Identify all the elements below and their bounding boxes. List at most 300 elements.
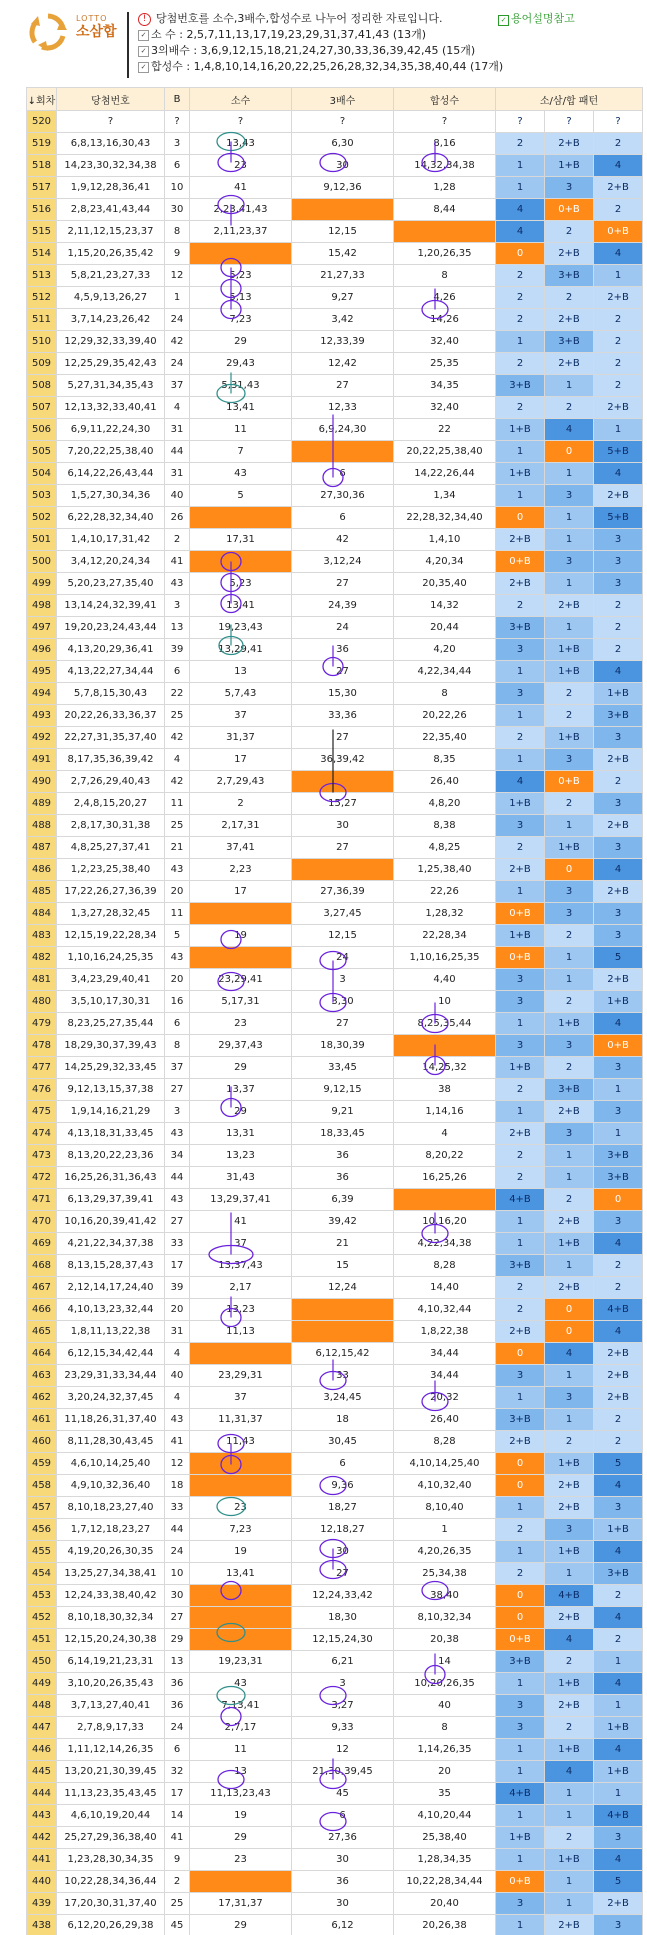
table-row (27, 1519, 643, 1541)
pattern-composite-cell: 4 (594, 1607, 643, 1629)
composite-cell: 4,22,34,44 (394, 661, 496, 683)
table-row (27, 1189, 643, 1211)
pattern-multiple-cell: 2+B (545, 1497, 594, 1519)
composite-cell: 26,40 (394, 1409, 496, 1431)
table-row (27, 1783, 643, 1805)
prime-cell: 29,43 (190, 353, 292, 375)
pattern-prime-cell: 0 (496, 243, 545, 265)
pattern-multiple-cell: 3 (545, 903, 594, 925)
round-cell: 468 (27, 1255, 57, 1277)
pattern-composite-cell: 2+B (594, 485, 643, 507)
multiple-of-3-cell: 33,45 (292, 1057, 394, 1079)
winning-numbers-cell: 4,6,10,14,25,40 (57, 1453, 165, 1475)
winning-numbers-cell: ? (57, 111, 165, 133)
prime-cell: 23,29,41 (190, 969, 292, 991)
pattern-multiple-cell: 1 (545, 1893, 594, 1915)
prime-cell: 7,13,41 (190, 1695, 292, 1717)
multiple-of-3-cell: 27 (292, 573, 394, 595)
prime-cell: 11,13 (190, 1321, 292, 1343)
round-cell: 488 (27, 815, 57, 837)
pattern-composite-cell: ? (594, 111, 643, 133)
pattern-prime-cell: 3 (496, 991, 545, 1013)
glossary-link[interactable] (498, 10, 575, 26)
multiple-of-3-cell: 9,36 (292, 1475, 394, 1497)
winning-numbers-cell: 6,13,29,37,39,41 (57, 1189, 165, 1211)
description-lines (138, 11, 503, 75)
pattern-multiple-cell: 2 (545, 1189, 594, 1211)
composite-cell: 8,38 (394, 815, 496, 837)
table-row (27, 1409, 643, 1431)
bonus-cell: 33 (165, 1497, 190, 1519)
winning-numbers-cell: 3,20,24,32,37,45 (57, 1387, 165, 1409)
prime-cell (190, 507, 292, 529)
multiple-of-3-cell: 15,27 (292, 793, 394, 815)
pattern-composite-cell: 2 (594, 309, 643, 331)
multiple-of-3-cell: 18,27 (292, 1497, 394, 1519)
prime-cell: 7,23 (190, 1519, 292, 1541)
bonus-cell: 10 (165, 1563, 190, 1585)
pattern-prime-cell: 1 (496, 1849, 545, 1871)
prime-cell: 29,37,43 (190, 1035, 292, 1057)
winning-numbers-cell: 2,4,8,15,20,27 (57, 793, 165, 815)
pattern-prime-cell: 2+B (496, 859, 545, 881)
winning-numbers-cell: 2,8,17,30,31,38 (57, 815, 165, 837)
composite-cell: 8,35 (394, 749, 496, 771)
pattern-composite-cell: 3 (594, 1101, 643, 1123)
pattern-composite-cell: 2 (594, 1255, 643, 1277)
winning-numbers-cell: 5,7,8,15,30,43 (57, 683, 165, 705)
pattern-multiple-cell: 0+B (545, 199, 594, 221)
multiple-of-3-cell (292, 1299, 394, 1321)
prime-cell: 13,31 (190, 1123, 292, 1145)
multiple-of-3-cell: 24,39 (292, 595, 394, 617)
pattern-multiple-cell: 3 (545, 1519, 594, 1541)
column-header-multiple-of-3: 3배수 (292, 88, 394, 111)
winning-numbers-cell: 19,20,23,24,43,44 (57, 617, 165, 639)
bonus-cell: 36 (165, 1695, 190, 1717)
pattern-prime-cell: 4+B (496, 1783, 545, 1805)
bonus-cell: 27 (165, 1607, 190, 1629)
logo-text (76, 14, 117, 41)
multiple-of-3-cell: 21,27,33 (292, 265, 394, 287)
composite-cell: 8,44 (394, 199, 496, 221)
winning-numbers-cell: 6,14,19,21,23,31 (57, 1651, 165, 1673)
prime-cell: 2 (190, 793, 292, 815)
winning-numbers-cell: 1,10,16,24,25,35 (57, 947, 165, 969)
winning-numbers-cell: 4,13,18,31,33,45 (57, 1123, 165, 1145)
pattern-composite-cell: 2 (594, 133, 643, 155)
pattern-multiple-cell: 1+B (545, 1849, 594, 1871)
round-cell: 440 (27, 1871, 57, 1893)
pattern-prime-cell: 4 (496, 221, 545, 243)
prime-cell: 29 (190, 331, 292, 353)
multiple-of-3-cell: 30 (292, 1893, 394, 1915)
round-cell: 493 (27, 705, 57, 727)
pattern-composite-cell: 1+B (594, 683, 643, 705)
pattern-multiple-cell: 2+B (545, 1475, 594, 1497)
table-row (27, 1497, 643, 1519)
composite-cell: 1,28,32 (394, 903, 496, 925)
pattern-prime-cell: 4 (496, 199, 545, 221)
pattern-multiple-cell: 3+B (545, 1079, 594, 1101)
pattern-prime-cell: 2 (496, 1563, 545, 1585)
table-row (27, 683, 643, 705)
winning-numbers-cell: 8,10,18,30,32,34 (57, 1607, 165, 1629)
composite-cell: 38,40 (394, 1585, 496, 1607)
bonus-cell: 13 (165, 617, 190, 639)
winning-numbers-cell: 1,2,23,25,38,40 (57, 859, 165, 881)
glossary-link-label[interactable]: 용어설명참고 (511, 12, 575, 25)
composite-cell: 20,38 (394, 1629, 496, 1651)
pattern-composite-cell: 0 (594, 1189, 643, 1211)
round-cell: 465 (27, 1321, 57, 1343)
winning-numbers-cell: 2,12,14,17,24,40 (57, 1277, 165, 1299)
round-cell: 446 (27, 1739, 57, 1761)
pattern-prime-cell: 1 (496, 1101, 545, 1123)
table-row (27, 463, 643, 485)
bonus-cell: 41 (165, 1827, 190, 1849)
pattern-prime-cell: 2 (496, 1079, 545, 1101)
table-row (27, 705, 643, 727)
multiple-of-3-cell: 12,24 (292, 1277, 394, 1299)
composite-cell: 10,22,28,34,44 (394, 1871, 496, 1893)
multiple-of-3-cell: 21,30,39,45 (292, 1761, 394, 1783)
pattern-multiple-cell: 1 (545, 969, 594, 991)
composite-cell: 14,32,34,38 (394, 155, 496, 177)
pattern-prime-cell: 2 (496, 309, 545, 331)
pattern-composite-cell: 3 (594, 529, 643, 551)
table-row (27, 397, 643, 419)
winning-numbers-cell: 8,10,18,23,27,40 (57, 1497, 165, 1519)
prime-cell: 7,23 (190, 309, 292, 331)
description-line-intro (138, 11, 503, 27)
table-row (27, 1563, 643, 1585)
table-header-row (27, 88, 643, 111)
round-cell: 482 (27, 947, 57, 969)
composite-cell: 10 (394, 991, 496, 1013)
prime-cell: 5 (190, 485, 292, 507)
pattern-composite-cell: 4 (594, 1541, 643, 1563)
table-row (27, 1585, 643, 1607)
pattern-multiple-cell: 3 (545, 551, 594, 573)
pattern-multiple-cell: 3+B (545, 331, 594, 353)
prime-cell: 5,23 (190, 573, 292, 595)
prime-cell: 5,7,43 (190, 683, 292, 705)
table-row (27, 551, 643, 573)
composite-cell: 8,10,40 (394, 1497, 496, 1519)
pattern-composite-cell: 1 (594, 1783, 643, 1805)
winning-numbers-cell: 12,15,20,24,30,38 (57, 1629, 165, 1651)
pattern-multiple-cell: 3 (545, 1123, 594, 1145)
column-header-round[interactable]: ↓회차 (27, 88, 57, 111)
pattern-multiple-cell: 3 (545, 177, 594, 199)
multiple-of-3-cell: 3,30 (292, 991, 394, 1013)
table-row (27, 1717, 643, 1739)
prime-cell (190, 1585, 292, 1607)
recycle-logo-icon (28, 12, 68, 52)
multiple-of-3-cell: 27 (292, 1563, 394, 1585)
composite-cell: 8,16 (394, 133, 496, 155)
table-row (27, 617, 643, 639)
pattern-composite-cell: 1 (594, 1123, 643, 1145)
bonus-cell: 20 (165, 1299, 190, 1321)
pattern-composite-cell: 5 (594, 947, 643, 969)
winning-numbers-cell: 12,29,32,33,39,40 (57, 331, 165, 353)
pattern-composite-cell: 2+B (594, 815, 643, 837)
round-cell: 489 (27, 793, 57, 815)
multiple-of-3-cell: 6,30 (292, 133, 394, 155)
table-row (27, 925, 643, 947)
table-row (27, 903, 643, 925)
bonus-cell: 42 (165, 331, 190, 353)
winning-numbers-cell: 6,14,22,26,43,44 (57, 463, 165, 485)
prime-cell: 29 (190, 1101, 292, 1123)
winning-numbers-cell: 13,20,21,30,39,45 (57, 1761, 165, 1783)
round-cell: 515 (27, 221, 57, 243)
prime-cell (190, 1453, 292, 1475)
composite-cell: 22,28,32,34,40 (394, 507, 496, 529)
composite-cell: 1,28 (394, 177, 496, 199)
winning-numbers-cell: 12,15,19,22,28,34 (57, 925, 165, 947)
round-cell: 486 (27, 859, 57, 881)
pattern-prime-cell: 1 (496, 1805, 545, 1827)
winning-numbers-cell: 12,24,33,38,40,42 (57, 1585, 165, 1607)
pattern-multiple-cell: 3+B (545, 265, 594, 287)
prime-cell: 17 (190, 749, 292, 771)
prime-cell: 31,43 (190, 1167, 292, 1189)
round-cell: 453 (27, 1585, 57, 1607)
pattern-composite-cell: 3+B (594, 1145, 643, 1167)
table-row (27, 837, 643, 859)
table-row (27, 331, 643, 353)
table-row (27, 727, 643, 749)
multiple-of-3-cell: 18,30 (292, 1607, 394, 1629)
composite-cell: 1,8,22,38 (394, 1321, 496, 1343)
prime-cell: 37 (190, 1233, 292, 1255)
composite-cell: 1,28,34,35 (394, 1849, 496, 1871)
bonus-cell: 2 (165, 1871, 190, 1893)
pattern-composite-cell: 2+B (594, 1365, 643, 1387)
multiple-of-3-cell: 33 (292, 1365, 394, 1387)
composite-cell: 1,4,10 (394, 529, 496, 551)
prime-cell: 5,17,31 (190, 991, 292, 1013)
composite-cell (394, 1189, 496, 1211)
pattern-composite-cell: 4 (594, 1673, 643, 1695)
prime-cell: 11,31,37 (190, 1409, 292, 1431)
prime-cell: 5,31,43 (190, 375, 292, 397)
composite-cell: 8 (394, 1717, 496, 1739)
bonus-cell: 11 (165, 903, 190, 925)
pattern-composite-cell: 3 (594, 551, 643, 573)
pattern-multiple-cell: 2 (545, 397, 594, 419)
composite-cell: 8,10,32,34 (394, 1607, 496, 1629)
description-line-multiple3 (138, 43, 503, 59)
table-row (27, 1277, 643, 1299)
composite-cell: 22 (394, 419, 496, 441)
pattern-prime-cell: 1+B (496, 925, 545, 947)
multiple-of-3-cell: 9,33 (292, 1717, 394, 1739)
bonus-cell: 8 (165, 221, 190, 243)
winning-numbers-cell: 3,4,23,29,40,41 (57, 969, 165, 991)
bonus-cell: 21 (165, 837, 190, 859)
table-row (27, 155, 643, 177)
multiple-of-3-cell: 9,27 (292, 287, 394, 309)
pattern-multiple-cell: 1+B (545, 661, 594, 683)
pattern-composite-cell: 2 (594, 595, 643, 617)
pattern-prime-cell: 1 (496, 1233, 545, 1255)
bonus-cell: 24 (165, 353, 190, 375)
bonus-cell: 4 (165, 397, 190, 419)
composite-cell: 10,16,20 (394, 1211, 496, 1233)
pattern-composite-cell: 4 (594, 1321, 643, 1343)
prime-cell (190, 1629, 292, 1651)
pattern-multiple-cell: 2+B (545, 353, 594, 375)
round-cell: 473 (27, 1145, 57, 1167)
column-header-pattern: 소/삼/합 패턴 (496, 88, 643, 111)
bonus-cell: 32 (165, 1761, 190, 1783)
table-row (27, 529, 643, 551)
composite-cell: 8,28 (394, 1255, 496, 1277)
multiple-of-3-cell: 27 (292, 661, 394, 683)
bonus-cell: 14 (165, 1805, 190, 1827)
round-cell: 507 (27, 397, 57, 419)
round-cell: 510 (27, 331, 57, 353)
pattern-prime-cell: 2+B (496, 1431, 545, 1453)
table-row (27, 573, 643, 595)
pattern-prime-cell: 3+B (496, 1255, 545, 1277)
round-cell: 518 (27, 155, 57, 177)
pattern-multiple-cell: 1+B (545, 1739, 594, 1761)
prime-cell: 2,17,31 (190, 815, 292, 837)
multiple-of-3-cell: 30 (292, 1849, 394, 1871)
multiple-of-3-cell: 18,33,45 (292, 1123, 394, 1145)
pattern-prime-cell: 2 (496, 727, 545, 749)
prime-cell: 13,37 (190, 1079, 292, 1101)
pattern-multiple-cell: 2 (545, 991, 594, 1013)
winning-numbers-cell: 16,25,26,31,36,43 (57, 1167, 165, 1189)
round-cell: 479 (27, 1013, 57, 1035)
pattern-multiple-cell: 1 (545, 529, 594, 551)
bonus-cell: 44 (165, 1167, 190, 1189)
multiple-of-3-cell: 12 (292, 1739, 394, 1761)
prime-cell: 29 (190, 1057, 292, 1079)
winning-numbers-cell: 6,12,15,34,42,44 (57, 1343, 165, 1365)
pattern-composite-cell: 2+B (594, 287, 643, 309)
composite-cell: 1,14,16 (394, 1101, 496, 1123)
bonus-cell: 6 (165, 1739, 190, 1761)
multiple-of-3-cell: 30 (292, 155, 394, 177)
pattern-prime-cell: 1 (496, 1013, 545, 1035)
prime-cell: 37 (190, 705, 292, 727)
pattern-composite-cell: 3+B (594, 1167, 643, 1189)
pattern-composite-cell: 3 (594, 793, 643, 815)
winning-numbers-cell: 5,27,31,34,35,43 (57, 375, 165, 397)
table-row (27, 287, 643, 309)
winning-numbers-cell: 4,10,13,23,32,44 (57, 1299, 165, 1321)
table-row (27, 969, 643, 991)
bonus-cell: 40 (165, 485, 190, 507)
pattern-multiple-cell: 2 (545, 1431, 594, 1453)
pattern-composite-cell: 1 (594, 1695, 643, 1717)
table-row (27, 1321, 643, 1343)
bonus-cell: 2 (165, 529, 190, 551)
composite-cell (394, 1035, 496, 1057)
pattern-prime-cell: 0 (496, 1607, 545, 1629)
pattern-prime-cell: 1 (496, 1211, 545, 1233)
round-cell: 508 (27, 375, 57, 397)
prime-cell: 17,31 (190, 529, 292, 551)
pattern-composite-cell: 5+B (594, 507, 643, 529)
table-row (27, 1123, 643, 1145)
bonus-cell: 31 (165, 419, 190, 441)
pattern-prime-cell: 0+B (496, 1629, 545, 1651)
round-cell: 514 (27, 243, 57, 265)
pattern-composite-cell: 1 (594, 1079, 643, 1101)
prime-cell: 7 (190, 441, 292, 463)
pattern-multiple-cell: 0+B (545, 771, 594, 793)
pattern-prime-cell: 0 (496, 507, 545, 529)
pattern-composite-cell: 4 (594, 1849, 643, 1871)
winning-numbers-cell: 8,13,20,22,23,36 (57, 1145, 165, 1167)
multiple-of-3-text: 3의배수 : 3,6,9,12,15,18,21,24,27,30,33,36,39,42,45 (15개) (151, 44, 476, 57)
composite-cell: 4,26 (394, 287, 496, 309)
pattern-prime-cell: 1+B (496, 1827, 545, 1849)
checkbox-marker-icon: ✓ (138, 62, 149, 73)
composite-cell: 14,22,26,44 (394, 463, 496, 485)
multiple-of-3-cell: 6 (292, 1805, 394, 1827)
composite-cell: 14,32 (394, 595, 496, 617)
round-cell: 475 (27, 1101, 57, 1123)
composite-cell: 4,20,34 (394, 551, 496, 573)
pattern-composite-cell: 4 (594, 1233, 643, 1255)
bonus-cell: 45 (165, 1915, 190, 1935)
winning-numbers-cell: 12,25,29,35,42,43 (57, 353, 165, 375)
prime-cell: 43 (190, 463, 292, 485)
composite-cell: 4,8,20 (394, 793, 496, 815)
table-row (27, 1475, 643, 1497)
bonus-cell: 30 (165, 1585, 190, 1607)
pattern-prime-cell: 1+B (496, 419, 545, 441)
prime-cell: 23 (190, 1497, 292, 1519)
winning-numbers-cell: 25,27,29,36,38,40 (57, 1827, 165, 1849)
pattern-prime-cell: 2 (496, 1167, 545, 1189)
winning-numbers-cell: 14,23,30,32,34,38 (57, 155, 165, 177)
pattern-composite-cell: 2 (594, 331, 643, 353)
multiple-of-3-cell: 9,21 (292, 1101, 394, 1123)
composite-cell: 32,40 (394, 331, 496, 353)
round-cell: 470 (27, 1211, 57, 1233)
prime-cell: 13,43 (190, 133, 292, 155)
prime-cell: 2,7,29,43 (190, 771, 292, 793)
checkbox-marker-icon: ✓ (498, 15, 509, 26)
composite-cell: 20,26,38 (394, 1915, 496, 1935)
multiple-of-3-cell: 36 (292, 1871, 394, 1893)
bonus-cell: 9 (165, 1849, 190, 1871)
composite-cell: 4,10,20,44 (394, 1805, 496, 1827)
multiple-of-3-cell (292, 199, 394, 221)
round-cell: 471 (27, 1189, 57, 1211)
table-row (27, 749, 643, 771)
pattern-multiple-cell: 1 (545, 1805, 594, 1827)
pattern-prime-cell: 3 (496, 815, 545, 837)
table-row (27, 1431, 643, 1453)
bonus-cell: 44 (165, 1519, 190, 1541)
composite-cell: ? (394, 111, 496, 133)
pattern-composite-cell: 2 (594, 639, 643, 661)
table-row (27, 441, 643, 463)
composite-cell: 34,35 (394, 375, 496, 397)
winning-numbers-cell: 13,14,24,32,39,41 (57, 595, 165, 617)
